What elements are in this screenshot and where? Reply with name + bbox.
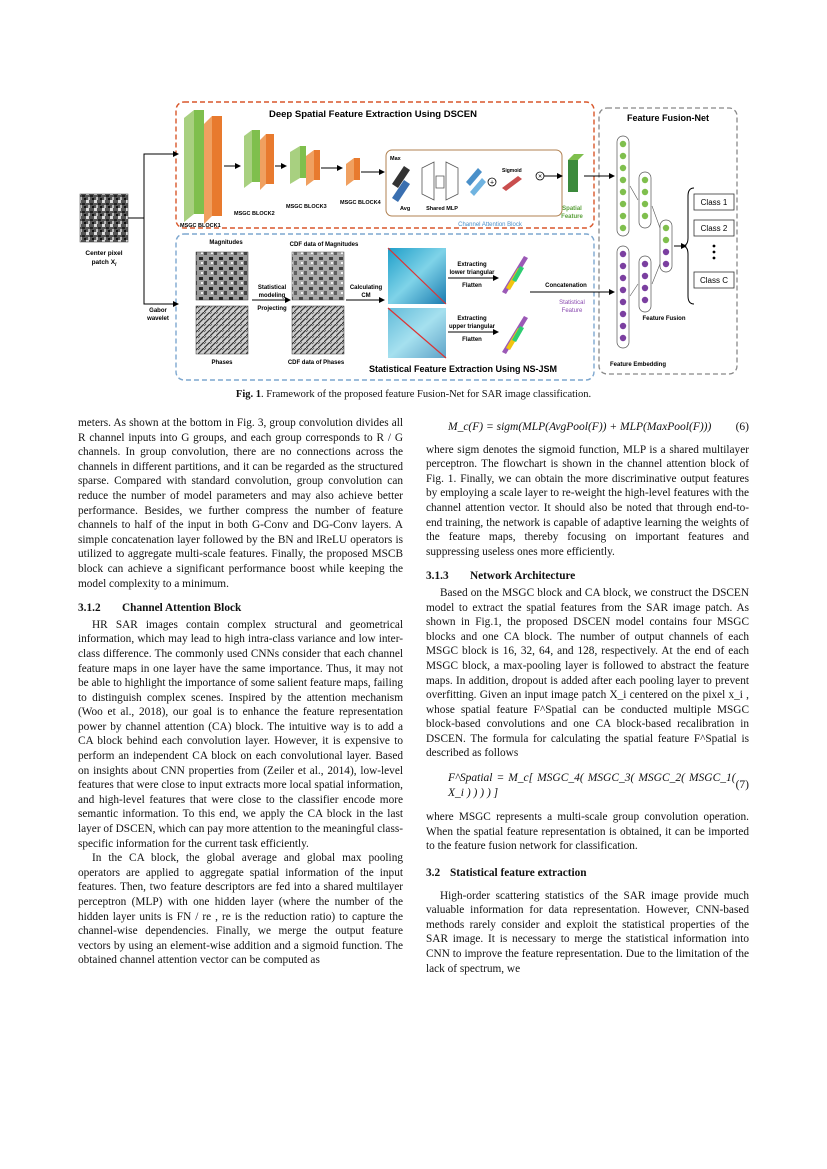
equation-6-number: (6) <box>735 421 749 433</box>
feature-embedding-label: Feature Embedding <box>609 362 667 368</box>
input-label-1: Center pixel <box>85 250 123 257</box>
gabor-label-2: wavelet <box>147 316 169 322</box>
spatial-feature-block <box>568 160 578 192</box>
equation-7-body: F^Spatial = M_c[ MSGC_4( MSGC_3( MSGC_2( MSGC_1( X_i ) ) ) ) ] <box>448 772 736 799</box>
figure-caption <box>0 389 827 400</box>
concatenation-label: Concatenation <box>545 283 587 289</box>
msgc-block-2-label: MSGC BLOCK2 <box>234 211 275 217</box>
nsjsm-title: Statistical Feature Extraction Using NS-JSM <box>368 364 558 374</box>
class-1-label: Class 1 <box>700 198 728 207</box>
upper-tri-1: Extracting <box>457 316 487 322</box>
left-column <box>78 416 403 968</box>
lower-tri-1: Extracting <box>457 262 487 268</box>
flatten-vector-bottom <box>502 316 528 354</box>
section-3-2-number: 3.2 <box>426 867 441 880</box>
section-3-2-heading <box>426 866 749 881</box>
class-c-label: Class C <box>699 276 729 285</box>
msgc-block-3 <box>290 146 320 186</box>
msgc-block-2 <box>244 130 274 190</box>
flatten-label-1: Flatten <box>462 283 482 289</box>
section-3-1-2-heading <box>78 601 403 616</box>
equation-6 <box>426 420 749 435</box>
ca-block-box <box>386 150 562 216</box>
magnitudes-label: Magnitudes <box>209 240 243 246</box>
upper-tri-2: upper triangular <box>448 324 496 330</box>
class-2-label: Class 2 <box>700 224 728 233</box>
spatial-embedding-column <box>617 136 629 236</box>
msgc-block-3-label: MSGC BLOCK3 <box>286 204 327 210</box>
right-paragraph-2: Based on the MSGC block and CA block, we construct the DSCEN model to extract the spatial features from the SAR image patch. As shown in Fig.1, the proposed DSCEN model contains four MSGC blocks and one CA block. The number of output channels of each MSGC block is 16, 32, 64, and 128, respectively. At the end of each MSGC block, a max-pooling layer is followed to abstract the feature maps. In addition, dropout is added after each pooling layer to prevent overfitting. Given an input image patch X_i centered on the pixel x_i , whose spatial feature F^Spatial can be conducted multiple MSGC block-based convolutions and one CA block-based recalibration in DSCEN. The formula for calculating the spatial feature F^Spatial is described as follows <box>426 586 749 760</box>
fused-column <box>660 220 672 272</box>
equation-6-body: M_c(F) = sigm(MLP(AvgPool(F)) + MLP(MaxPool(F))) <box>448 421 712 433</box>
section-3-1-2-title: Channel Attention Block <box>122 602 242 615</box>
fusion-title: Feature Fusion-Net <box>626 113 710 123</box>
projecting-label: Projecting <box>257 306 287 312</box>
left-paragraph-1: meters. As shown at the bottom in Fig. 3, group convolution divides all R channel inputs into G groups, and each group corresponds to R / G channels. In group convolution, there are no connections across the channels in different partitions, and it can be regarded as the structured sparse. Compared with standard convolution, group convolution can reduce the number of model parameters and may also achieve better performance. Besides, we further compress the number of feature channels to half of the input in both G-Conv and DG-Conv layers. A simple concatenation layer followed by the BN and lReLU operators is utilized to aggregate multi-scale features. Finally, the proposed MSCB block can achieve a significant performance boost while keeping the model complexity to a minimum. <box>78 417 403 590</box>
right-paragraph-4: High-order scattering statistics of the SAR image provide much valuable information for data representation. However, CNN-based methods rarely consider and exploit the statistical properties of the SAR image. It is necessary to merge the statistical information into CNN to improve the feature representation. Due to the limitation of the lack of spectrum, we <box>426 889 749 975</box>
flatten-vector-top <box>502 256 528 294</box>
framework-figure <box>78 96 754 381</box>
msgc-block-1-label: MSGC BLOCK1 <box>180 223 221 229</box>
shared-mlp-label: Shared MLP <box>426 206 458 212</box>
right-column <box>426 416 749 976</box>
caption-label: Fig. 1 <box>235 389 261 400</box>
magnitude-image <box>196 252 248 300</box>
equation-7-number: (7) <box>735 779 749 792</box>
cdf-mag-label: CDF data of Magnitudes <box>289 242 359 248</box>
ca-block-label: Channel Attention Block <box>458 222 522 228</box>
cdf-phase-label: CDF data of Phases <box>287 360 345 366</box>
stat-feature-label-1: Statistical <box>559 300 585 306</box>
msgc-block-4 <box>346 158 360 186</box>
phase-image <box>196 306 248 354</box>
spatial-fusion-column <box>639 172 651 228</box>
lower-tri-2: lower triangular <box>449 270 495 276</box>
spatial-feature-label-1: Spatial <box>562 206 582 212</box>
gabor-label-1: Gabor <box>149 308 167 314</box>
section-3-1-3-number: 3.1.3 <box>426 570 449 583</box>
svg-text:+: + <box>489 179 495 187</box>
dscen-title: Deep Spatial Feature Extraction Using DSCEN <box>269 109 477 120</box>
calc-cm-1: Calculating <box>349 285 383 291</box>
feature-fusion-label: Feature Fusion <box>642 316 686 322</box>
cdf-mag-image <box>292 252 344 300</box>
sigmoid-label: Sigmoid <box>502 168 522 174</box>
statistical-fusion-column <box>639 256 651 312</box>
section-3-1-3-heading <box>426 569 749 584</box>
right-paragraph-1: where sigm denotes the sigmoid function, MLP is a shared multilayer perceptron. The flowchart is shown in the channel attention block of Fig. 1. Finally, we can obtain the more discriminative output features by employing a scale layer to re-weight the high-level features with the channel attention vector. It should also be noted that through end-to-end training, the network is capable of adaptive learning the weights of the feature maps, thereby focusing on important features and suppressing useless ones more efficiently. <box>426 443 749 558</box>
section-3-1-2-number: 3.1.2 <box>78 602 101 615</box>
msgc-block-1 <box>184 110 222 224</box>
stat-modeling-2: modeling <box>258 293 286 299</box>
equation-7 <box>426 771 749 800</box>
svg-text:×: × <box>537 173 543 181</box>
max-label: Max <box>390 156 401 162</box>
left-paragraph-3: In the CA block, the global average and global max pooling operators are applied to aggregate spatial information of the input features. Then, two feature descriptors are fed into a shared multilayer perceptron (MLP) with one hidden layer (where the number of the hidden layer units is FN / re , re is the reduction ratio) to capture the channel-wise dependencies. Finally, we merge the output feature vectors by using an element-wise addition and a sigmoid function. The obtained channel attention vector can be computed as <box>78 852 403 967</box>
flatten-label-2: Flatten <box>462 337 482 343</box>
dscen-box <box>176 102 594 228</box>
msgc-block-4-label: MSGC BLOCK4 <box>340 200 381 206</box>
phases-label: Phases <box>211 360 233 366</box>
shared-mlp-shape <box>422 162 434 200</box>
cdf-phase-image <box>292 306 344 354</box>
left-paragraph-2: HR SAR images contain complex structural and geometrical information, which may lead to high intra-class variance and low inter-class difference. The commonly used CNNs consider that each channel feature maps in one layer have the same importance. Thus, it may not be able to highlight the importance of some salient feature maps, failing to distinguish complex scenes. Inspired by the attention mechanism (Woo et al., 2018), our goal is to enhance the feature representation power by channel attention (CA) block. The intuitive way is to add a CA block behind each convolution layer. However, it is expensive to perform an independent CA block on each convolutional layer. Based on insights about CNN properties from (Zeiler et al., 2014), low-level features that were close to input extracts more local spatial information, and high-level features that were close to the classifier encode more semantic information. To this end, we apply the CA block in the last layer of DSCEN, which can pay more attention to the meaningful class-specific information for the current task efficiently. <box>78 618 404 850</box>
spatial-feature-label-2: Feature <box>561 214 583 220</box>
avg-label: Avg <box>400 206 411 212</box>
input-patch-image <box>80 194 128 242</box>
caption-text: . Framework of the proposed feature Fusion-Net for SAR image classification. <box>261 389 592 400</box>
section-3-1-3-title: Network Architecture <box>470 570 576 583</box>
stat-feature-label-2: Feature <box>561 308 583 314</box>
statistical-embedding-column <box>617 246 629 348</box>
stat-modeling-1: Statistical <box>257 285 287 291</box>
section-3-2-title: Statistical feature extraction <box>450 867 587 880</box>
calc-cm-2: CM <box>361 293 371 299</box>
input-label-2: patch $X_i$ <box>91 259 117 268</box>
right-paragraph-3: where MSGC represents a multi-scale group convolution operation. When the spatial feature representation is obtained, it can be imported to the feature fusion network for classification. <box>426 811 749 853</box>
